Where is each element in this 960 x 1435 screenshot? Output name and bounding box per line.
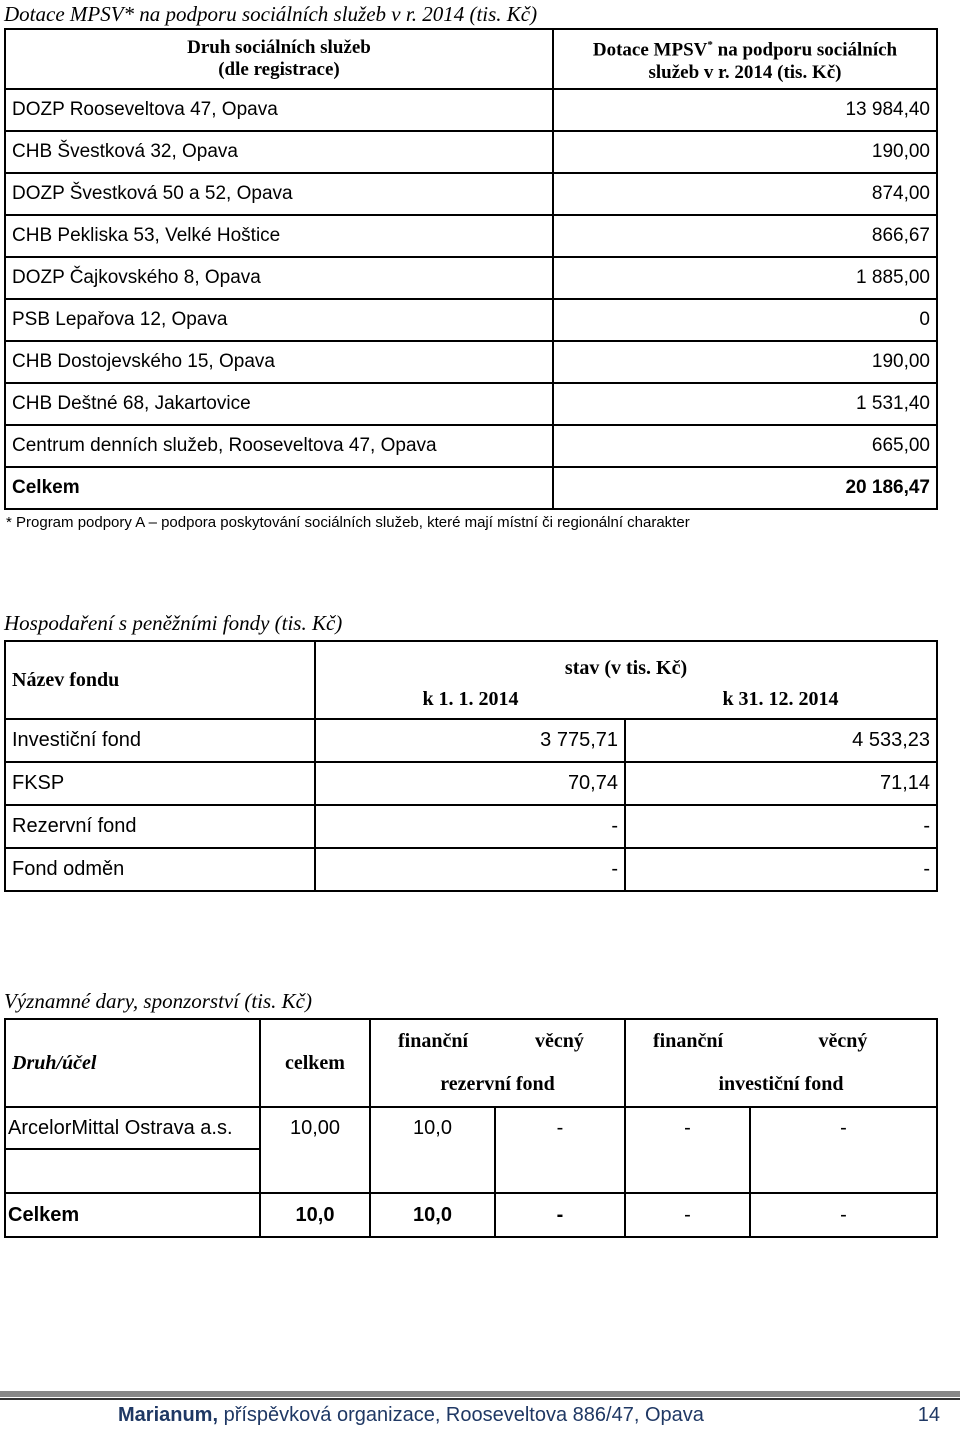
footer-org: Marianum,	[118, 1404, 219, 1426]
fund-end: -	[625, 848, 937, 891]
section2-caption: Hospodaření s peněžními fondy (tis. Kč)	[4, 611, 343, 635]
header-vec1: věcný	[495, 1019, 625, 1063]
section1-caption: Dotace MPSV* na podporu sociálních služeb v r. 2014 (tis. Kč)	[4, 2, 538, 26]
fund-name: FKSP	[5, 762, 315, 805]
table-row	[5, 299, 937, 341]
table-row	[5, 215, 937, 257]
table-row	[5, 89, 937, 131]
empty-row	[5, 1149, 937, 1193]
donor-vec1: -	[495, 1107, 625, 1149]
row-value: 13 984,40	[553, 89, 937, 131]
fund-name: Investiční fond	[5, 719, 315, 762]
footer-text	[118, 1404, 938, 1427]
header-fin2: finanční	[625, 1019, 750, 1063]
header-start: k 1. 1. 2014	[315, 680, 625, 719]
table-row	[5, 383, 937, 425]
row-name: DOZP Rooseveltova 47, Opava	[5, 89, 553, 131]
donor-fin1: 10,0	[370, 1107, 495, 1149]
total-label: Celkem	[5, 1193, 260, 1237]
total-value: 20 186,47	[553, 467, 937, 509]
header-rezervni: rezervní fond	[370, 1063, 625, 1107]
page-number: 14	[917, 1404, 940, 1426]
total-celkem: 10,0	[260, 1193, 370, 1237]
row-name: CHB Dostojevského 15, Opava	[5, 341, 553, 383]
header-service-type: Druh sociálních služeb (dle registrace)	[5, 29, 553, 89]
table-row	[5, 173, 937, 215]
fund-start: -	[315, 805, 625, 848]
row-name: CHB Pekliska 53, Velké Hoštice	[5, 215, 553, 257]
header-vec2: věcný	[750, 1019, 937, 1063]
fund-start: 3 775,71	[315, 719, 625, 762]
table-row	[5, 425, 937, 467]
donor-name: ArcelorMittal Ostrava a.s.	[5, 1107, 260, 1149]
row-name: DOZP Švestková 50 a 52, Opava	[5, 173, 553, 215]
fund-start: -	[315, 848, 625, 891]
row-name: PSB Lepařova 12, Opava	[5, 299, 553, 341]
table-row	[5, 848, 937, 891]
fund-end: -	[625, 805, 937, 848]
footer-rule	[0, 1391, 960, 1397]
header-druh: Druh/účel	[5, 1019, 260, 1107]
fund-end: 4 533,23	[625, 719, 937, 762]
total-row	[5, 467, 937, 509]
row-name: Centrum denních služeb, Rooseveltova 47, Opava	[5, 425, 553, 467]
funds-header	[5, 641, 937, 680]
donor-vec2: -	[750, 1107, 937, 1149]
table-row	[5, 762, 937, 805]
row-value: 1 531,40	[553, 383, 937, 425]
row-value: 866,67	[553, 215, 937, 257]
row-value: 190,00	[553, 341, 937, 383]
table-row	[5, 257, 937, 299]
total-vec1: -	[495, 1193, 625, 1237]
table-row	[5, 1107, 937, 1149]
table-row	[5, 341, 937, 383]
header-fin1: finanční	[370, 1019, 495, 1063]
row-value: 0	[553, 299, 937, 341]
donor-fin2: -	[625, 1107, 750, 1149]
total-vec2: -	[750, 1193, 937, 1237]
subsidy-table-header	[5, 29, 937, 89]
footer-rule-thin	[0, 1398, 960, 1400]
fund-name: Rezervní fond	[5, 805, 315, 848]
section3-caption: Významné dary, sponzorství (tis. Kč)	[4, 989, 312, 1013]
total-label: Celkem	[5, 467, 553, 509]
table-row	[5, 131, 937, 173]
header-celkem: celkem	[260, 1019, 370, 1107]
header-subsidy: Dotace MPSV* na podporu sociálních služeb v r. 2014 (tis. Kč)	[553, 29, 937, 89]
header-state: stav (v tis. Kč)	[315, 641, 937, 680]
funds-table	[4, 640, 938, 892]
donations-table	[4, 1018, 938, 1238]
table-row	[5, 719, 937, 762]
total-row	[5, 1193, 937, 1237]
header-end: k 31. 12. 2014	[625, 680, 937, 719]
footnote: * Program podpory A – podpora poskytování sociálních služeb, které mají místní či regionální charakter	[6, 514, 690, 531]
fund-end: 71,14	[625, 762, 937, 805]
row-name: CHB Deštné 68, Jakartovice	[5, 383, 553, 425]
row-name: CHB Švestková 32, Opava	[5, 131, 553, 173]
row-name: DOZP Čajkovského 8, Opava	[5, 257, 553, 299]
fund-start: 70,74	[315, 762, 625, 805]
donor-celkem: 10,00	[260, 1107, 370, 1149]
total-fin2: -	[625, 1193, 750, 1237]
row-value: 665,00	[553, 425, 937, 467]
donations-header	[5, 1019, 937, 1063]
total-fin1: 10,0	[370, 1193, 495, 1237]
row-value: 1 885,00	[553, 257, 937, 299]
footer-address: příspěvková organizace, Rooseveltova 886/47, Opava	[218, 1404, 704, 1426]
table-row	[5, 805, 937, 848]
header-fund-name: Název fondu	[5, 641, 315, 719]
subsidy-table	[4, 28, 938, 510]
row-value: 874,00	[553, 173, 937, 215]
fund-name: Fond odměn	[5, 848, 315, 891]
row-value: 190,00	[553, 131, 937, 173]
header-investicni: investiční fond	[625, 1063, 937, 1107]
